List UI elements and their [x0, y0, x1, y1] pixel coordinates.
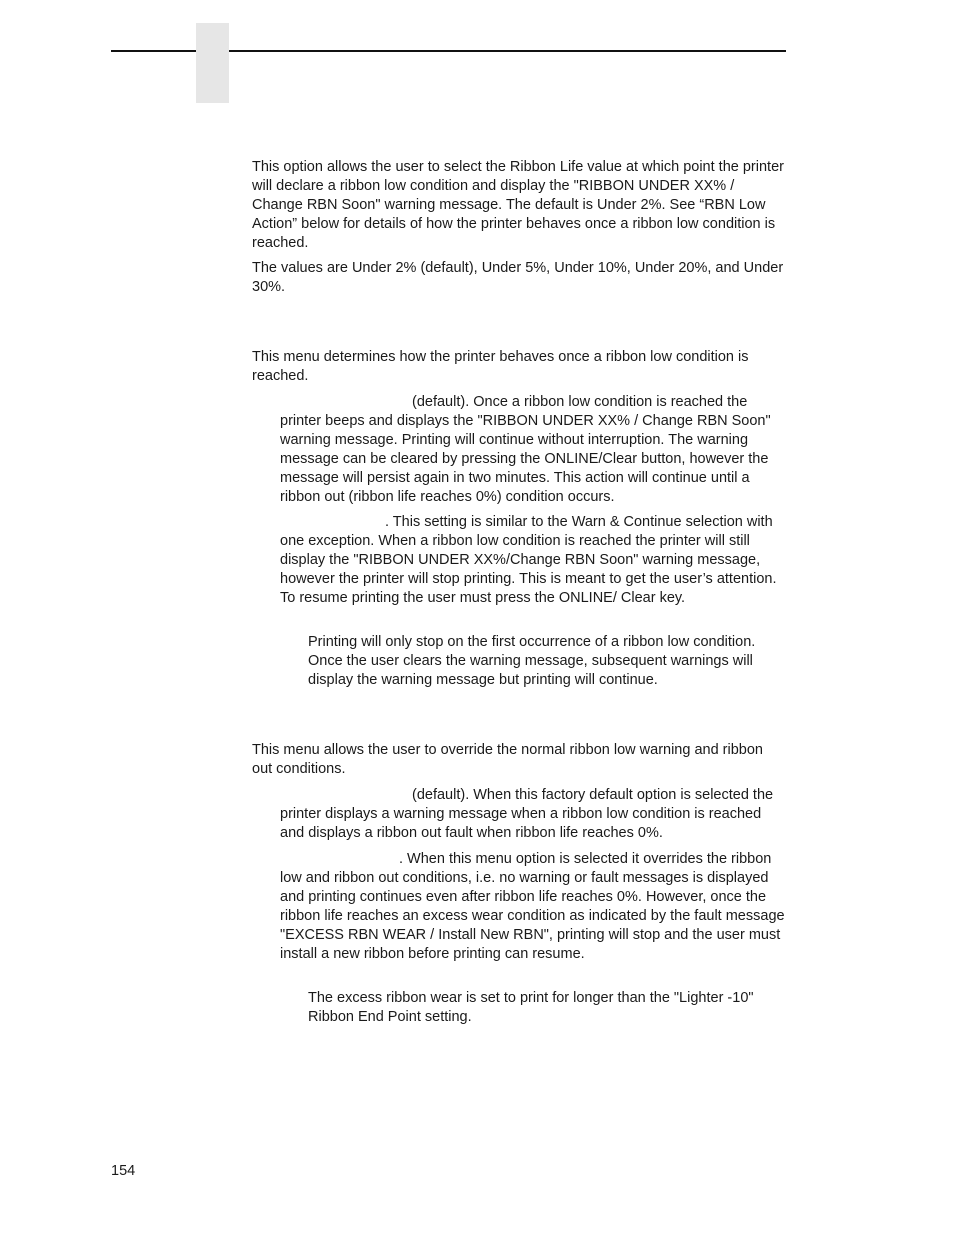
chapter-tab: [196, 23, 229, 103]
ribbon-override-intro: This menu allows the user to override the normal ribbon low warning and ribbon out conditions.: [252, 742, 763, 777]
default-option-description: (default). When this factory default option is selected the printer displays a warning message when a ribbon low condition is reached and displays a ribbon out fault when ribbon life reaches 0%.: [280, 787, 774, 841]
warn-continue-description: (default). Once a ribbon low condition is reached the printer beeps and displays the "RIBBON UNDER XX% / Change RBN Soon" warning message. Printing will continue without interruption. The warning message can be cleared by pressing the ONLINE/Clear button, however the message will persist again in two minutes. This action will continue until a ribbon out (ribbon life reaches 0%) condition occurs.: [280, 394, 771, 505]
rbn-low-action-intro: This menu determines how the printer behaves once a ribbon low condition is reached.: [252, 349, 749, 384]
warn-stop-description: . This setting is similar to the Warn & Continue selection with one exception. When a ribbon low condition is reached the printer will still display the "RIBBON UNDER XX%/Change RBN Soon" warning message, however the printer will stop printing. This is meant to get the user’s attention. To resume printing the user must press the ONLINE/ Clear key.: [280, 514, 777, 606]
page-number: 154: [111, 1163, 136, 1179]
override-option-description: . When this menu option is selected it overrides the ribbon low and ribbon out conditions, i.e. no warning or fault messages is displayed and printing continues even after ribbon life reaches 0%. However, once the ribbon life reaches an excess wear condition as indicated by the fault message "EXCESS RBN WEAR / Install New RBN", printing will stop and the user must install a new ribbon before printing can resume.: [280, 851, 785, 962]
ribbon-low-intro: This option allows the user to select the Ribbon Life value at which point the printer will declare a ribbon low condition and display the "RIBBON UNDER XX% / Change RBN Soon" warning message. The default is Under 2%. See “RBN Low Action” below for details of how the printer behaves once a ribbon low condition is reached.: [252, 159, 784, 251]
rbn-low-action-note: Printing will only stop on the first occurrence of a ribbon low condition. Once the user clears the warning message, subsequent warnings will display the warning message but printing will continue.: [308, 634, 756, 688]
ribbon-low-values: The values are Under 2% (default), Under 5%, Under 10%, Under 20%, and Under 30%.: [252, 260, 784, 295]
ribbon-override-note: The excess ribbon wear is set to print for longer than the "Lighter -10" Ribbon End Point setting.: [308, 990, 754, 1025]
